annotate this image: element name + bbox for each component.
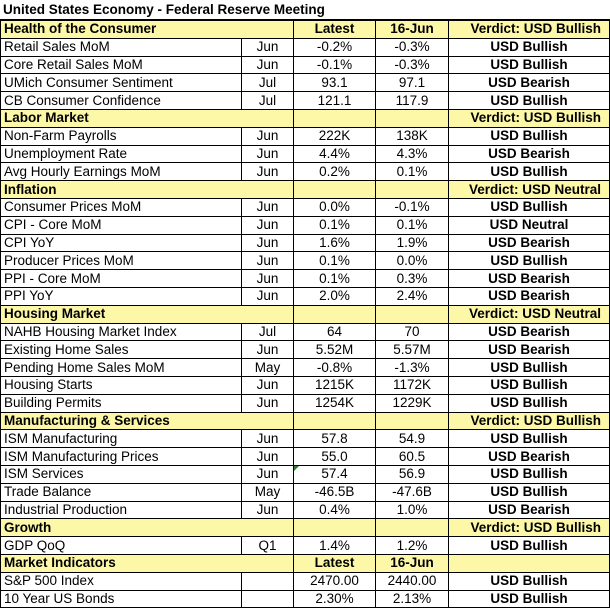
- indicator-verdict[interactable]: USD Bullish: [449, 590, 610, 608]
- table-row: [1, 323, 610, 341]
- indicator-name[interactable]: Industrial Production: [1, 501, 242, 519]
- previous-value[interactable]: -0.3%: [376, 56, 449, 74]
- previous-value[interactable]: 5.57M: [376, 341, 449, 359]
- column-header-previous[interactable]: [376, 109, 449, 127]
- indicator-verdict[interactable]: USD Bullish: [449, 198, 610, 216]
- indicator-name[interactable]: UMich Consumer Sentiment: [1, 74, 242, 92]
- indicator-name[interactable]: Building Permits: [1, 394, 242, 412]
- indicator-name[interactable]: Existing Home Sales: [1, 341, 242, 359]
- section-verdict[interactable]: Verdict: USD Neutral: [449, 181, 610, 199]
- column-header-latest[interactable]: [294, 109, 376, 127]
- previous-value[interactable]: 54.9: [376, 430, 449, 448]
- section-title[interactable]: Inflation: [1, 181, 294, 199]
- latest-value[interactable]: 4.4%: [294, 145, 376, 163]
- previous-value[interactable]: 1.0%: [376, 501, 449, 519]
- table-row: [1, 74, 610, 92]
- section-verdict[interactable]: Verdict: USD Bullish: [449, 109, 610, 127]
- column-header-previous[interactable]: [376, 181, 449, 199]
- section-header-row: [1, 305, 610, 323]
- table-row: [1, 341, 610, 359]
- indicator-period[interactable]: Jun: [242, 376, 294, 394]
- indicator-period[interactable]: May: [242, 359, 294, 377]
- indicator-name[interactable]: Non-Farm Payrolls: [1, 127, 242, 145]
- indicator-verdict[interactable]: USD Bullish: [449, 465, 610, 483]
- section-verdict[interactable]: Verdict: USD Neutral: [449, 305, 610, 323]
- indicator-verdict[interactable]: USD Bullish: [449, 430, 610, 448]
- indicator-period[interactable]: Jun: [242, 56, 294, 74]
- latest-value[interactable]: 2.30%: [294, 590, 376, 608]
- indicator-verdict[interactable]: USD Bearish: [449, 287, 610, 305]
- indicator-period[interactable]: Jun: [242, 394, 294, 412]
- section-header-row: [1, 412, 610, 430]
- table-row: [1, 216, 610, 234]
- previous-value[interactable]: 1229K: [376, 394, 449, 412]
- column-header-previous[interactable]: 16-Jun: [376, 21, 449, 39]
- indicator-period[interactable]: May: [242, 483, 294, 501]
- previous-value[interactable]: 0.1%: [376, 216, 449, 234]
- previous-value[interactable]: -47.6B: [376, 483, 449, 501]
- table-row: [1, 127, 610, 145]
- indicator-verdict[interactable]: USD Bullish: [449, 572, 610, 590]
- column-header-latest[interactable]: [294, 519, 376, 537]
- indicator-period[interactable]: Jun: [242, 341, 294, 359]
- latest-value[interactable]: -46.5B: [294, 483, 376, 501]
- table-row: [1, 198, 610, 216]
- previous-value[interactable]: 0.3%: [376, 270, 449, 288]
- indicator-name[interactable]: ISM Manufacturing: [1, 430, 242, 448]
- table-row: [1, 376, 610, 394]
- section-title[interactable]: Manufacturing & Services: [1, 412, 294, 430]
- latest-value[interactable]: 57.4: [294, 465, 376, 483]
- column-header-previous[interactable]: [376, 305, 449, 323]
- table-row: [1, 448, 610, 466]
- indicator-period[interactable]: Jun: [242, 127, 294, 145]
- table-row: [1, 394, 610, 412]
- latest-value[interactable]: -0.2%: [294, 38, 376, 56]
- indicator-period[interactable]: Jun: [242, 234, 294, 252]
- section-header-row: [1, 21, 610, 39]
- indicator-period[interactable]: Jun: [242, 216, 294, 234]
- indicator-period[interactable]: [242, 590, 294, 608]
- section-verdict[interactable]: Verdict: USD Bullish: [449, 21, 610, 39]
- table-row: [1, 252, 610, 270]
- indicator-name[interactable]: Trade Balance: [1, 483, 242, 501]
- indicator-name[interactable]: Housing Starts: [1, 376, 242, 394]
- indicator-verdict[interactable]: USD Bullish: [449, 359, 610, 377]
- sheet-title: United States Economy - Federal Reserve Meeting: [0, 0, 610, 20]
- previous-value[interactable]: 70: [376, 323, 449, 341]
- latest-value[interactable]: 55.0: [294, 448, 376, 466]
- indicator-period[interactable]: Jun: [242, 270, 294, 288]
- table-row: [1, 483, 610, 501]
- previous-value[interactable]: -0.1%: [376, 198, 449, 216]
- latest-value[interactable]: 0.1%: [294, 216, 376, 234]
- indicator-name[interactable]: Avg Hourly Earnings MoM: [1, 163, 242, 181]
- table-row: [1, 430, 610, 448]
- indicator-period[interactable]: Jun: [242, 252, 294, 270]
- section-title[interactable]: Housing Market: [1, 305, 294, 323]
- section-title[interactable]: Market Indicators: [1, 554, 294, 572]
- table-row: [1, 501, 610, 519]
- indicator-verdict[interactable]: USD Bearish: [449, 323, 610, 341]
- indicator-name[interactable]: Core Retail Sales MoM: [1, 56, 242, 74]
- indicator-period[interactable]: Jun: [242, 145, 294, 163]
- indicator-name[interactable]: S&P 500 Index: [1, 572, 242, 590]
- section-title[interactable]: Growth: [1, 519, 294, 537]
- indicator-period[interactable]: Jul: [242, 323, 294, 341]
- previous-value[interactable]: 2440.00: [376, 572, 449, 590]
- latest-value[interactable]: 0.1%: [294, 270, 376, 288]
- indicator-name[interactable]: NAHB Housing Market Index: [1, 323, 242, 341]
- indicator-name[interactable]: Retail Sales MoM: [1, 38, 242, 56]
- previous-value[interactable]: 1172K: [376, 376, 449, 394]
- latest-value[interactable]: 121.1: [294, 92, 376, 110]
- table-row: [1, 234, 610, 252]
- indicator-verdict[interactable]: USD Bearish: [449, 74, 610, 92]
- section-title[interactable]: Health of the Consumer: [1, 21, 294, 39]
- indicator-name[interactable]: Unemployment Rate: [1, 145, 242, 163]
- indicator-period[interactable]: [242, 572, 294, 590]
- previous-value[interactable]: -0.3%: [376, 38, 449, 56]
- previous-value[interactable]: 56.9: [376, 465, 449, 483]
- indicator-name[interactable]: CPI YoY: [1, 234, 242, 252]
- indicator-period[interactable]: Jun: [242, 465, 294, 483]
- previous-value[interactable]: 2.13%: [376, 590, 449, 608]
- economy-table: [0, 20, 610, 608]
- latest-value[interactable]: 2470.00: [294, 572, 376, 590]
- indicator-name[interactable]: Consumer Prices MoM: [1, 198, 242, 216]
- latest-value[interactable]: 1.4%: [294, 537, 376, 555]
- indicator-verdict[interactable]: USD Bullish: [449, 163, 610, 181]
- latest-value[interactable]: 0.4%: [294, 501, 376, 519]
- indicator-verdict[interactable]: USD Bearish: [449, 341, 610, 359]
- indicator-name[interactable]: PPI - Core MoM: [1, 270, 242, 288]
- table-row: [1, 572, 610, 590]
- column-header-latest[interactable]: [294, 412, 376, 430]
- section-header-row: [1, 109, 610, 127]
- latest-value[interactable]: -0.1%: [294, 56, 376, 74]
- column-header-previous[interactable]: [376, 412, 449, 430]
- table-row: [1, 270, 610, 288]
- table-row: [1, 56, 610, 74]
- previous-value[interactable]: 1.2%: [376, 537, 449, 555]
- latest-value[interactable]: 222K: [294, 127, 376, 145]
- indicator-name[interactable]: ISM Services: [1, 465, 242, 483]
- latest-value[interactable]: 1215K: [294, 376, 376, 394]
- table-row: [1, 590, 610, 608]
- table-row: [1, 537, 610, 555]
- indicator-verdict[interactable]: USD Bullish: [449, 92, 610, 110]
- previous-value[interactable]: 60.5: [376, 448, 449, 466]
- indicator-period[interactable]: Jun: [242, 287, 294, 305]
- indicator-verdict[interactable]: USD Bearish: [449, 145, 610, 163]
- indicator-period[interactable]: Jun: [242, 38, 294, 56]
- latest-value[interactable]: 0.1%: [294, 252, 376, 270]
- table-row: [1, 163, 610, 181]
- latest-value[interactable]: 5.52M: [294, 341, 376, 359]
- latest-value[interactable]: 1254K: [294, 394, 376, 412]
- section-verdict[interactable]: Verdict: USD Bullish: [449, 412, 610, 430]
- indicator-name[interactable]: ISM Manufacturing Prices: [1, 448, 242, 466]
- indicator-verdict[interactable]: USD Bullish: [449, 483, 610, 501]
- latest-value[interactable]: 1.6%: [294, 234, 376, 252]
- previous-value[interactable]: 117.9: [376, 92, 449, 110]
- indicator-period[interactable]: Jul: [242, 92, 294, 110]
- section-header-row: [1, 181, 610, 199]
- table-row: [1, 465, 610, 483]
- section-title[interactable]: Labor Market: [1, 109, 294, 127]
- section-header-row: [1, 554, 610, 572]
- section-header-row: [1, 519, 610, 537]
- latest-value[interactable]: 0.0%: [294, 198, 376, 216]
- indicator-verdict[interactable]: USD Bullish: [449, 56, 610, 74]
- indicator-name[interactable]: CPI - Core MoM: [1, 216, 242, 234]
- indicator-verdict[interactable]: USD Bullish: [449, 127, 610, 145]
- indicator-period[interactable]: Jun: [242, 448, 294, 466]
- table-row: [1, 92, 610, 110]
- column-header-latest[interactable]: Latest: [294, 554, 376, 572]
- indicator-period[interactable]: Jun: [242, 430, 294, 448]
- section-verdict[interactable]: Verdict: USD Bullish: [449, 519, 610, 537]
- indicator-verdict[interactable]: USD Bearish: [449, 448, 610, 466]
- indicator-name[interactable]: CB Consumer Confidence: [1, 92, 242, 110]
- column-header-latest[interactable]: [294, 305, 376, 323]
- indicator-period[interactable]: Jun: [242, 501, 294, 519]
- previous-value[interactable]: 1.9%: [376, 234, 449, 252]
- table-row: [1, 287, 610, 305]
- indicator-verdict[interactable]: USD Bullish: [449, 376, 610, 394]
- indicator-verdict[interactable]: USD Bearish: [449, 270, 610, 288]
- indicator-verdict[interactable]: USD Bullish: [449, 252, 610, 270]
- previous-value[interactable]: 0.0%: [376, 252, 449, 270]
- indicator-name[interactable]: PPI YoY: [1, 287, 242, 305]
- indicator-verdict[interactable]: USD Bullish: [449, 537, 610, 555]
- table-row: [1, 38, 610, 56]
- latest-value[interactable]: 64: [294, 323, 376, 341]
- indicator-verdict[interactable]: USD Bearish: [449, 234, 610, 252]
- column-header-previous[interactable]: 16-Jun: [376, 554, 449, 572]
- latest-value[interactable]: 0.2%: [294, 163, 376, 181]
- indicator-period[interactable]: Jul: [242, 74, 294, 92]
- indicator-name[interactable]: Producer Prices MoM: [1, 252, 242, 270]
- previous-value[interactable]: 97.1: [376, 74, 449, 92]
- indicator-name[interactable]: GDP QoQ: [1, 537, 242, 555]
- indicator-verdict[interactable]: USD Bullish: [449, 394, 610, 412]
- table-row: [1, 145, 610, 163]
- indicator-verdict[interactable]: USD Bullish: [449, 38, 610, 56]
- previous-value[interactable]: 0.1%: [376, 163, 449, 181]
- table-row: [1, 359, 610, 377]
- previous-value[interactable]: 138K: [376, 127, 449, 145]
- indicator-verdict[interactable]: USD Neutral: [449, 216, 610, 234]
- previous-value[interactable]: 2.4%: [376, 287, 449, 305]
- indicator-period[interactable]: Jun: [242, 163, 294, 181]
- indicator-name[interactable]: Pending Home Sales MoM: [1, 359, 242, 377]
- indicator-verdict[interactable]: USD Bearish: [449, 501, 610, 519]
- previous-value[interactable]: 4.3%: [376, 145, 449, 163]
- indicator-period[interactable]: Jun: [242, 198, 294, 216]
- column-header-previous[interactable]: [376, 519, 449, 537]
- latest-value[interactable]: 57.8: [294, 430, 376, 448]
- section-verdict[interactable]: [449, 554, 610, 572]
- column-header-latest[interactable]: Latest: [294, 21, 376, 39]
- previous-value[interactable]: -1.3%: [376, 359, 449, 377]
- indicator-period[interactable]: Q1: [242, 537, 294, 555]
- latest-value[interactable]: 93.1: [294, 74, 376, 92]
- column-header-latest[interactable]: [294, 181, 376, 199]
- latest-value[interactable]: 2.0%: [294, 287, 376, 305]
- latest-value[interactable]: -0.8%: [294, 359, 376, 377]
- indicator-name[interactable]: 10 Year US Bonds: [1, 590, 242, 608]
